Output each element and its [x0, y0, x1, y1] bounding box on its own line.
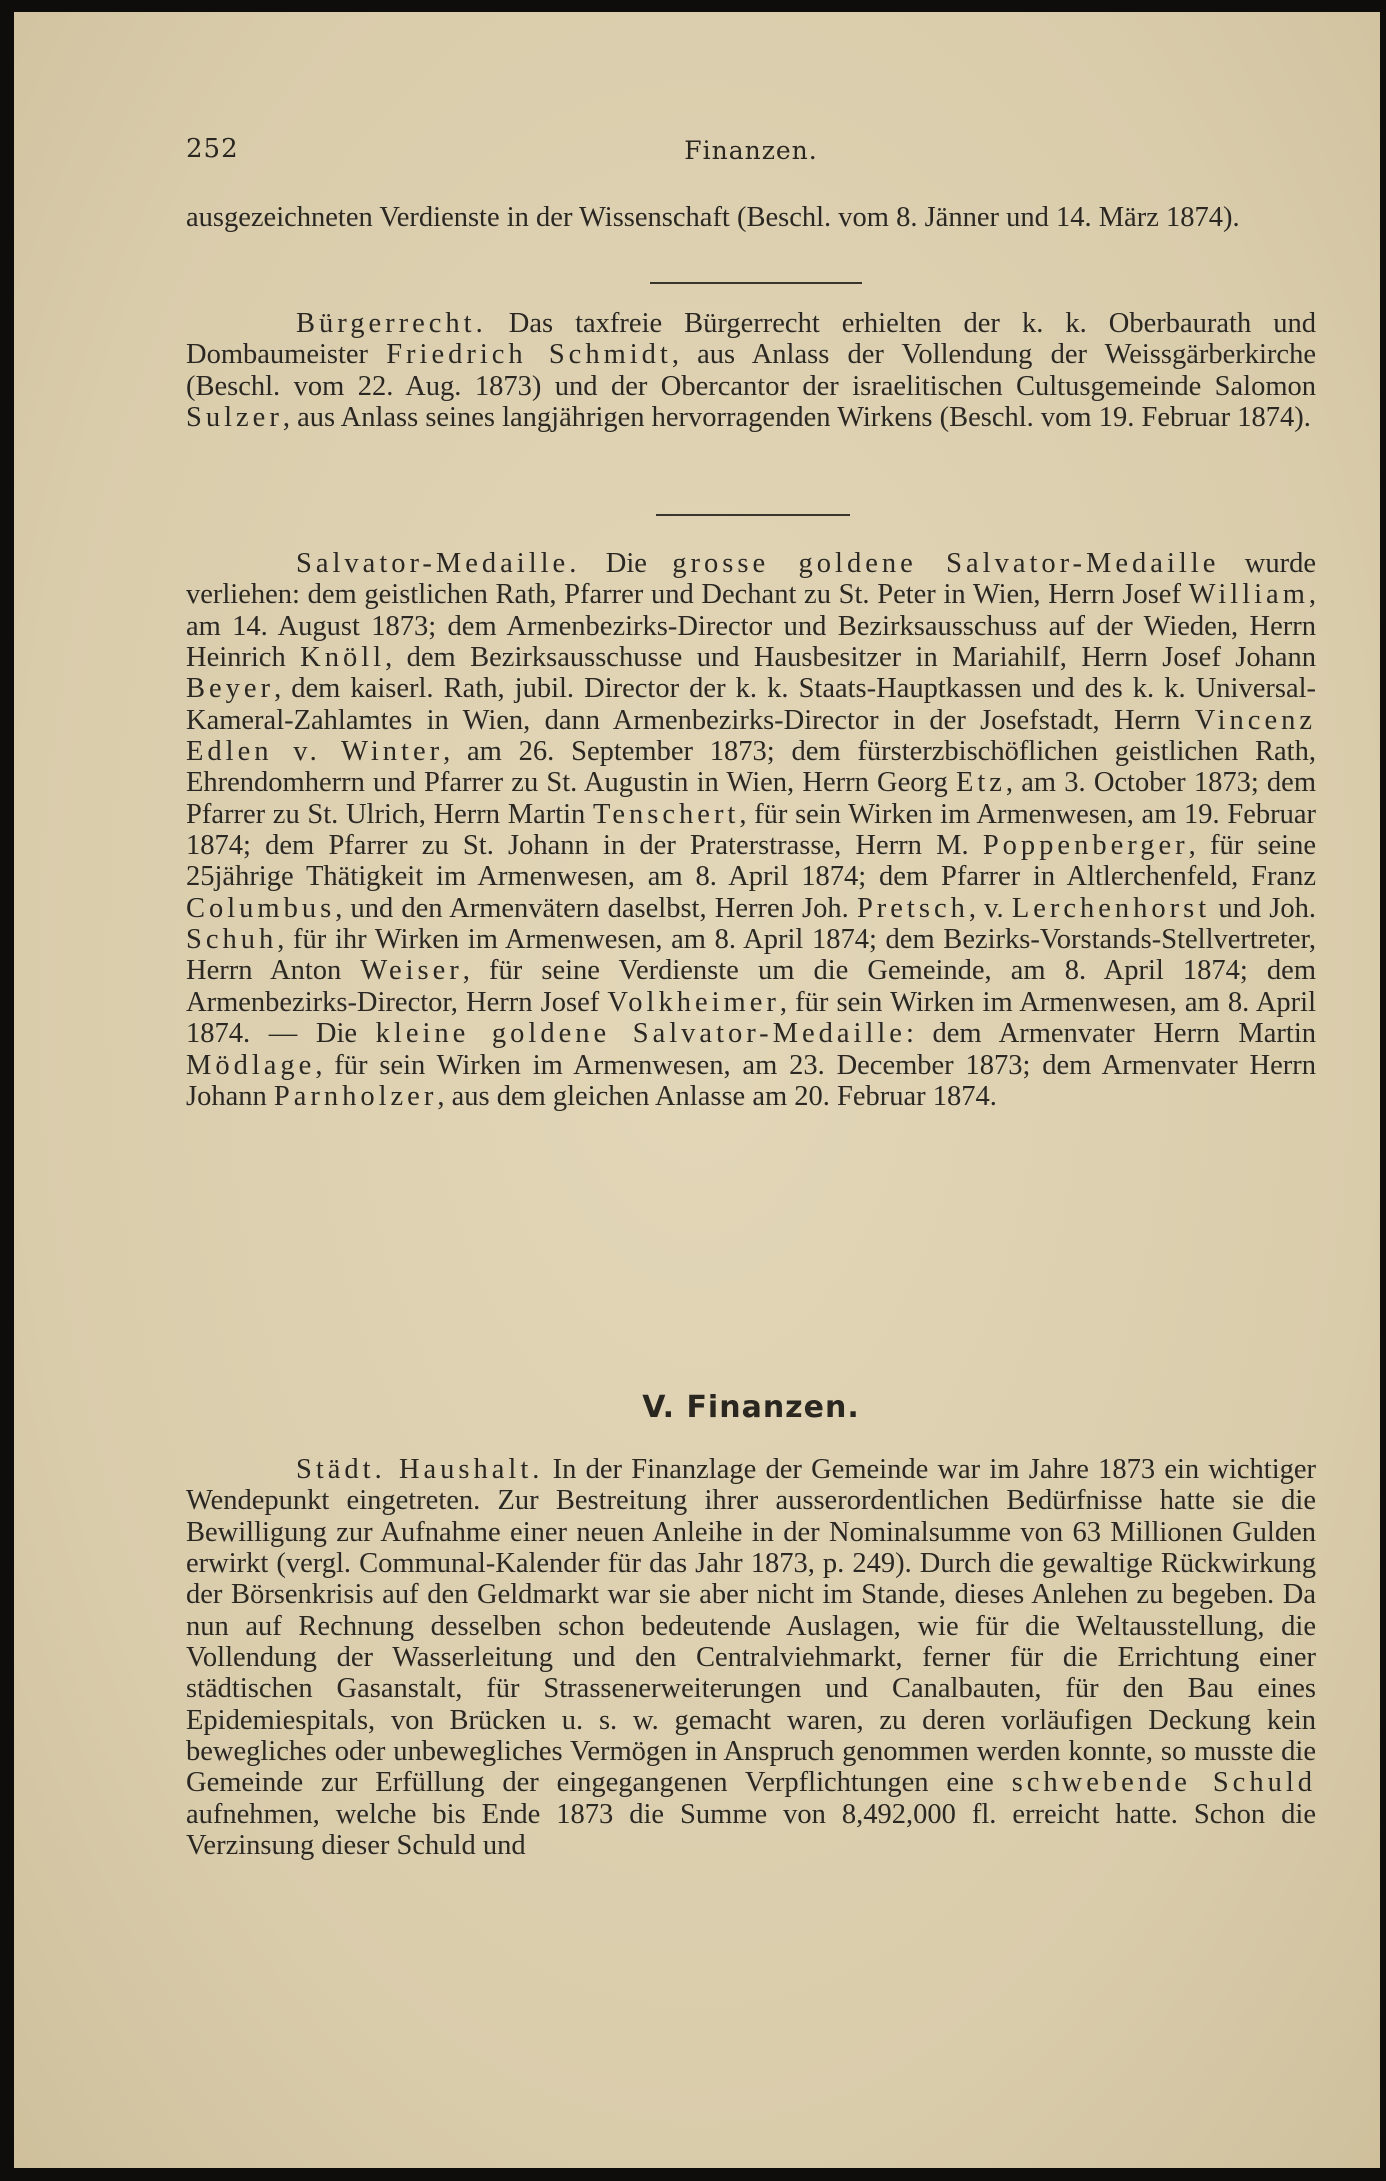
- person-name: Beyer: [186, 673, 275, 705]
- intro-paragraph: [186, 202, 1316, 233]
- text-run: , für ihr Wirken im Armenwesen, am 8. April 1874; dem Bezirks-Vorstands-Stellvertreter, Herrn Anton: [186, 924, 1316, 987]
- separator-rule: [656, 514, 850, 516]
- text-run: , dem kaiserl. Rath, jubil. Director der k. k. Staats-Hauptkassen und des k. k. Universal-Kameral-Zahlamtes in Wien, dann Armenbezirks-Director in der Josefstadt, Herrn: [186, 673, 1316, 736]
- text-run: : dem Armenvater Herrn Martin: [905, 1018, 1316, 1050]
- text-run: In der Finanzlage der Gemeinde war im Jahre 1873 ein wichtiger Wendepunkt eingetreten. Zur Bestreitung ihrer ausserordentlichen Bedürfnisse hatte sie die Bewilligung zur Aufnahme einer neuen Anleihe in der Nominalsumme von 63 Millionen Gulden erwirkt (vergl. Communal-Kalender für das Jahr 1873, p. 249). Durch die gewaltige Rückwirkung der Börsenkrisis auf den Geldmarkt war sie aber nicht im Stande, dieses Anlehen zu begeben. Da nun auf Rechnung desselben schon bedeutende Auslagen, wie für die Weltausstellung, die Vollendung der Wasserleitung und den Centralviehmarkt, ferner für die Errichtung einer städtischen Gasanstalt, für Strassenerweiterungen und Canalbauten, für den Bau eines Epidemiespitals, von Brücken u. s. w. gemacht waren, zu deren vorläufigen Deckung kein bewegliches oder unbewegliches Vermögen in Anspruch genommen werden konnte, so musste die Gemeinde zur Erfüllung der eingegangenen Verpflichtungen eine: [186, 1454, 1316, 1799]
- buergerrecht-text-1: Das taxfreie Bürgerrecht erhielten der k. k. Oberbaurath und Dombaumeister: [186, 308, 1316, 371]
- person-name: Lerchenhorst: [1011, 892, 1211, 924]
- buergerrecht-lead: Bürgerrecht.: [296, 308, 487, 339]
- person-name: Vincenz Edlen v. Winter: [186, 704, 1316, 768]
- person-name: Columbus: [186, 892, 336, 924]
- medal-name: grosse goldene Salvator-Medaille: [672, 548, 1220, 579]
- person-name: William: [1188, 579, 1309, 611]
- text-run: , am 3. October 1873; dem Pfarrer zu St. Ulrich, Herrn Martin: [186, 767, 1316, 830]
- text-run: , dem Bezirksausschusse und Hausbesitzer in Mariahilf, Herrn Josef Johann: [385, 642, 1316, 674]
- buergerrecht-text-3: , aus Anlass seines langjährigen hervorragenden Wirkens (Beschl. vom 19. Februar 1874).: [282, 402, 1311, 434]
- salvator-paragraph: [186, 548, 1316, 1112]
- person-name: Volkheimer: [607, 986, 780, 1018]
- haushalt-paragraph: [186, 1454, 1316, 1861]
- person-name: Poppenberger: [982, 830, 1189, 862]
- text-run: , v.: [968, 892, 1012, 924]
- person-name: Pretsch: [856, 892, 969, 924]
- person-name: Friedrich Schmidt: [386, 339, 672, 371]
- text-run: wurde verliehen: dem geistlichen Rath, Pfarrer und Dechant zu St. Peter in Wien, Herrn Josef: [186, 548, 1316, 611]
- buergerrecht-text: [186, 308, 1316, 433]
- text-run: , für sein Wirken im Armenwesen, am 23. December 1873; dem Armenvater Herrn Johann: [186, 1049, 1316, 1112]
- medal-name: kleine goldene Salvator-Medaille: [375, 1018, 906, 1050]
- person-name: Weiser: [360, 955, 463, 987]
- person-name: Sulzer: [186, 402, 283, 434]
- page-header: [186, 134, 1316, 170]
- salvator-lead: Salvator-Medaille.: [296, 548, 581, 579]
- buergerrecht-text-2: , aus Anlass der Vollendung der Weissgärberkirche (Beschl. vom 22. Aug. 1873) und der Obercantor der israelitischen Cultusgemeinde Salomon: [186, 339, 1316, 402]
- haushalt-text: [186, 1454, 1316, 1861]
- text-run: , für seine Verdienste um die Gemeinde, am 8. April 1874; dem Armenbezirks-Director, Herrn Josef: [186, 955, 1316, 1018]
- person-name: Etz: [955, 767, 1006, 799]
- section-heading: V. Finanzen.: [642, 1390, 860, 1425]
- person-name: Tenschert: [592, 798, 740, 830]
- buergerrecht-paragraph: [186, 308, 1316, 433]
- intro-text: ausgezeichneten Verdienste in der Wissenschaft (Beschl. vom 8. Jänner und 14. März 1874).: [186, 202, 1240, 233]
- person-name: Knöll: [300, 642, 386, 674]
- text-run: Die: [580, 548, 673, 579]
- person-name: Schuh: [186, 924, 278, 956]
- salvator-text: [186, 548, 1316, 1112]
- person-name: Parnholzer: [273, 1080, 438, 1112]
- text-run: , aus dem gleichen Anlasse am 20. Februar 1874.: [437, 1080, 997, 1112]
- page-number: 252: [186, 134, 239, 164]
- emphasis: schwebende Schuld: [1011, 1767, 1316, 1799]
- text-run: , am 14. August 1873; dem Armenbezirks-Director und Bezirksausschuss auf der Wieden, Herrn Heinrich: [186, 579, 1316, 674]
- text-run: , für seine 25jährige Thätigkeit im Armenwesen, am 8. April 1874; dem Pfarrer in Altlerchenfeld, Franz: [186, 830, 1316, 893]
- separator-rule: [650, 282, 862, 284]
- text-run: aufnehmen, welche bis Ende 1873 die Summe von 8,492,000 fl. erreicht hatte. Schon die Verzinsung dieser Schuld und: [186, 1798, 1316, 1862]
- person-name: Mödlage: [186, 1049, 316, 1081]
- text-run: , am 26. September 1873; dem fürsterzbischöflichen geistlichen Rath, Ehrendomherrn und Pfarrer zu St. Augustin in Wien, Herrn Georg: [186, 736, 1316, 799]
- running-title: Finanzen.: [684, 136, 818, 165]
- haushalt-lead: Städt. Haushalt.: [296, 1454, 544, 1485]
- text-run: , für sein Wirken im Armenwesen, am 8. April 1874. — Die: [186, 986, 1316, 1050]
- text-run: und Joh.: [1210, 892, 1316, 924]
- text-run: , und den Armenvätern daselbst, Herren Joh.: [335, 892, 857, 924]
- document-page: [14, 12, 1380, 2168]
- text-run: , für sein Wirken im Armenwesen, am 19. Februar 1874; dem Pfarrer zu St. Johann in der Praterstrasse, Herrn M.: [186, 798, 1316, 862]
